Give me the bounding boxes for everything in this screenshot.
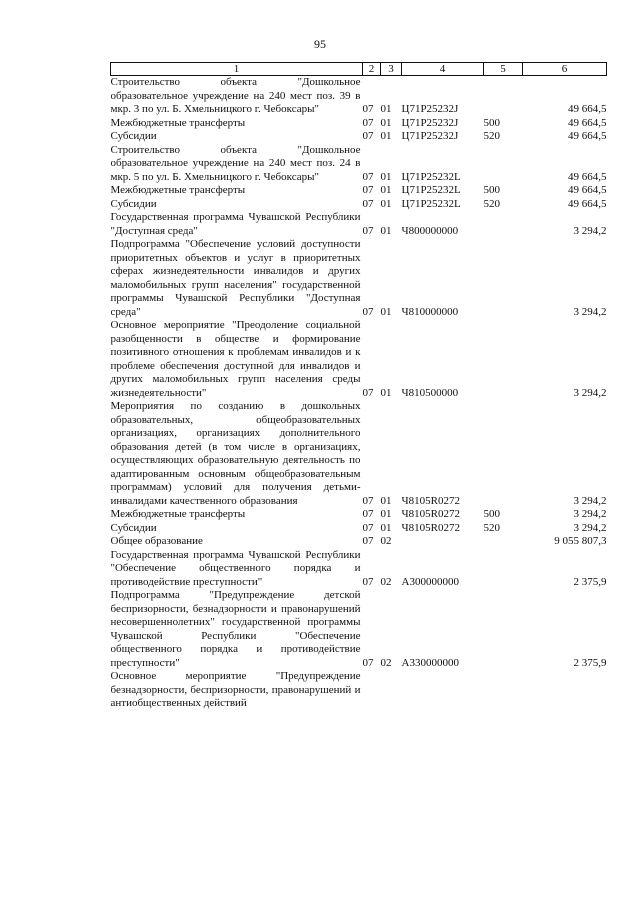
budget-table: [110, 62, 607, 711]
row-target-article: А330000000: [401, 656, 459, 669]
row-expense-type: 520: [483, 521, 500, 534]
row-amount: 49 664,5: [568, 130, 607, 142]
row-expense-type: [484, 535, 523, 549]
row-amount: [523, 670, 607, 711]
row-target-article: [402, 535, 484, 549]
row-subsection-code: 01: [380, 224, 392, 237]
row-subsection-code: 01: [380, 386, 392, 399]
row-expense-type: [484, 400, 523, 508]
header-col-rz: 2: [363, 63, 381, 76]
row-subsection-code: 01: [380, 103, 392, 115]
row-section-code: 07: [362, 130, 374, 142]
row-target-article: Ц71Р25232L: [401, 184, 461, 196]
row-name: Строительство объекта "Дошкольное образовательное учреждение на 240 мест поз. 24 в мкр. 5 по ул. Б. Хмельницкого г. Чебоксары": [110, 143, 361, 183]
row-name: Субсидии: [110, 521, 157, 534]
row-section-code: 07: [362, 535, 374, 547]
table-row: [111, 198, 607, 212]
row-target-article: Ц71Р25232L: [401, 170, 461, 183]
row-subsection-code: [381, 670, 402, 711]
row-subsection-code: 01: [380, 508, 392, 520]
row-expense-type: [484, 238, 523, 319]
row-amount: 49 664,5: [568, 197, 607, 210]
page-number: 95: [314, 37, 326, 51]
row-target-article: Ч8105R0272: [401, 494, 460, 507]
row-amount: 2 375,9: [573, 575, 607, 588]
row-name: Государственная программа Чувашской Республики "Доступная среда": [110, 211, 361, 237]
table-row: [111, 508, 607, 522]
row-target-article: [402, 670, 484, 711]
table-row: [111, 522, 607, 536]
header-row: [111, 63, 607, 76]
row-target-article: Ц71Р25232J: [401, 103, 459, 115]
row-target-article: А300000000: [401, 575, 459, 588]
row-expense-type: [484, 549, 523, 590]
row-subsection-code: 01: [380, 197, 392, 210]
header-col-name: 1: [111, 63, 363, 76]
row-amount: 49 664,5: [568, 116, 607, 129]
row-target-article: Ц71Р25232L: [401, 197, 461, 210]
table-row: [111, 549, 607, 590]
row-name: Межбюджетные трансферты: [110, 116, 246, 129]
row-expense-type: [484, 589, 523, 670]
header-col-amount: 6: [523, 63, 607, 76]
row-subsection-code: 01: [380, 116, 392, 129]
row-expense-type: [484, 670, 523, 711]
header-col-pr: 3: [381, 63, 402, 76]
row-section-code: 07: [362, 305, 374, 318]
row-section-code: 07: [362, 508, 374, 520]
table-row: [111, 238, 607, 319]
row-target-article: Ч800000000: [401, 224, 459, 237]
row-subsection-code: 01: [380, 305, 392, 318]
row-amount: 9 055 807,3: [554, 535, 607, 547]
row-section-code: 07: [362, 386, 374, 399]
row-name: Подпрограмма "Обеспечение условий доступности приоритетных объектов и услуг в приоритетных сферах жизнедеятельности инвалидов и других маломобильных групп населения" государственной программы Чувашской Республики "Доступная среда": [110, 238, 361, 318]
table-row: [111, 117, 607, 131]
row-subsection-code: 01: [380, 184, 392, 196]
row-target-article: Ч8105R0272: [401, 521, 460, 534]
row-subsection-code: 02: [380, 535, 392, 547]
row-target-article: Ц71Р25232J: [401, 116, 459, 129]
row-section-code: 07: [362, 494, 374, 507]
table-header: [111, 63, 607, 76]
row-section-code: 07: [362, 521, 374, 534]
row-section-code: 07: [362, 170, 374, 183]
row-amount: 2 375,9: [573, 656, 607, 669]
table-row: [111, 76, 607, 117]
row-section-code: 07: [362, 197, 374, 210]
row-name: Межбюджетные трансферты: [110, 184, 246, 196]
row-amount: 3 294,2: [573, 305, 607, 318]
table-body: [111, 76, 607, 711]
row-expense-type: 500: [483, 116, 500, 129]
row-subsection-code: 02: [380, 575, 392, 588]
row-amount: 49 664,5: [568, 170, 607, 183]
row-amount: 3 294,2: [573, 386, 607, 399]
row-amount: 49 664,5: [568, 184, 607, 196]
row-target-article: Ц71Р25232J: [401, 130, 459, 142]
row-subsection-code: 02: [380, 656, 392, 669]
row-name: Подпрограмма "Предупреждение детской беспризорности, безнадзорности и правонарушений несовершеннолетних" государственной программы Чувашской Республики "Обеспечение общественного порядка и противодействие преступности": [110, 589, 361, 669]
table-row: [111, 144, 607, 185]
row-section-code: [363, 670, 381, 711]
row-amount: 49 664,5: [568, 103, 607, 115]
table-row: [111, 535, 607, 549]
header-col-csr: 4: [402, 63, 484, 76]
row-target-article: Ч8105R0272: [401, 508, 460, 520]
row-amount: 3 294,2: [573, 224, 607, 237]
table-row: [111, 184, 607, 198]
row-expense-type: 520: [483, 130, 500, 142]
row-expense-type: 520: [483, 197, 500, 210]
table-row: [111, 670, 607, 711]
row-section-code: 07: [362, 224, 374, 237]
row-amount: 3 294,2: [573, 521, 607, 534]
row-name: Государственная программа Чувашской Республики "Обеспечение общественного порядка и противодействие преступности": [110, 548, 361, 588]
row-amount: 3 294,2: [573, 508, 607, 520]
row-section-code: 07: [362, 116, 374, 129]
row-target-article: Ч810000000: [401, 305, 459, 318]
table-row: [111, 589, 607, 670]
row-name: Межбюджетные трансферты: [110, 508, 246, 520]
row-name: Основное мероприятие "Предупреждение безнадзорности, беспризорности, правонарушений и антиобщественных действий: [110, 670, 361, 709]
row-name: Мероприятия по созданию в дошкольных образовательных, общеобразовательных организациях, организациях дополнительного образования детей (в том числе в организациях, осуществляющих образовательную деятельность по адаптированным основным общеобразовательным программам) условий для получения детьми-инвалидами качественного образования: [110, 400, 361, 507]
row-expense-type: 500: [483, 508, 500, 520]
row-subsection-code: 01: [380, 494, 392, 507]
table-row: [111, 400, 607, 508]
row-subsection-code: 01: [380, 521, 392, 534]
row-name: Субсидии: [110, 130, 157, 142]
row-section-code: 07: [362, 656, 374, 669]
row-section-code: 07: [362, 575, 374, 588]
header-col-vr: 5: [484, 63, 523, 76]
row-amount: 3 294,2: [573, 494, 607, 507]
row-name: Основное мероприятие "Преодоление социальной разобщенности в обществе и формирование позитивного отношения к проблемам инвалидов и к проблеме обеспечения доступной для инвалидов и других маломобильных групп населения среды жизнедеятельности": [110, 319, 361, 399]
row-expense-type: [484, 144, 523, 185]
row-subsection-code: 01: [380, 130, 392, 142]
table-row: [111, 211, 607, 238]
row-name: Общее образование: [110, 535, 203, 547]
table-row: [111, 130, 607, 144]
row-expense-type: [484, 319, 523, 400]
row-name: Строительство объекта "Дошкольное образовательное учреждение на 240 мест поз. 39 в мкр. 3 по ул. Б. Хмельницкого г. Чебоксары": [110, 76, 361, 115]
table-row: [111, 319, 607, 400]
row-subsection-code: 01: [380, 170, 392, 183]
row-expense-type: 500: [483, 184, 500, 196]
row-section-code: 07: [362, 184, 374, 196]
row-section-code: 07: [362, 103, 374, 115]
row-expense-type: [484, 76, 523, 117]
row-expense-type: [484, 211, 523, 238]
row-target-article: Ч810500000: [401, 386, 459, 399]
row-name: Субсидии: [110, 197, 157, 210]
